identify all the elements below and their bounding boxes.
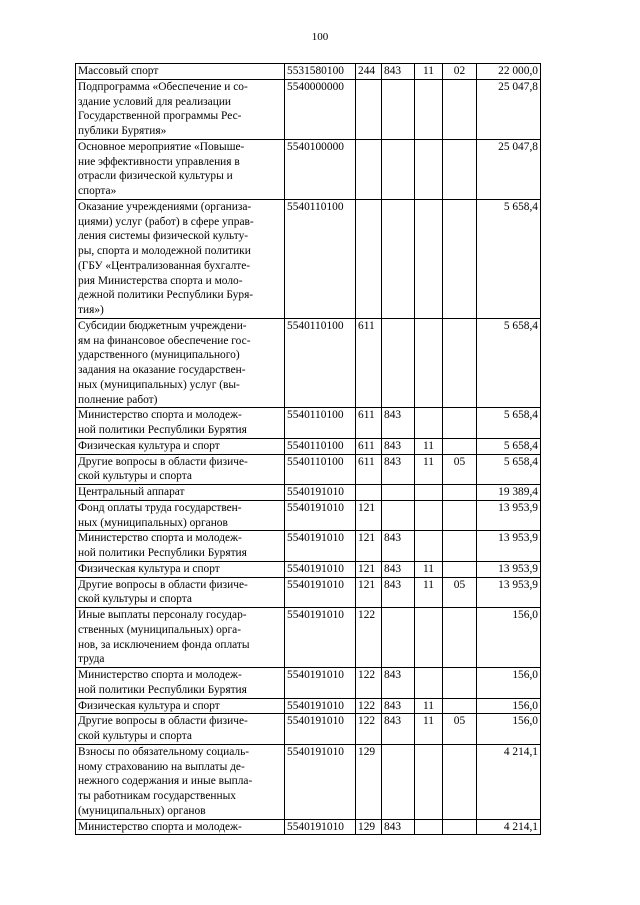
row-name-line: (ГБУ «Централизованная бухгалте-: [78, 259, 251, 272]
row-name-line: Фонд оплаты труда государствен-: [78, 501, 242, 514]
row-administrator-cell: 843: [382, 577, 415, 608]
row-expense-type-cell: 611: [356, 408, 382, 439]
row-administrator-cell: 843: [382, 454, 415, 485]
row-expense-type-cell: [356, 139, 382, 199]
row-name-cell: [76, 608, 285, 668]
row-section-cell: [415, 668, 443, 699]
row-name-line: отрасли физической культуры и: [78, 170, 233, 183]
row-administrator-cell: 843: [382, 438, 415, 454]
row-section-cell: [415, 199, 443, 318]
row-expense-type-cell: 122: [356, 698, 382, 714]
row-subsection-cell: [443, 199, 477, 318]
row-administrator-cell: 843: [382, 668, 415, 699]
row-name-line: Министерство спорта и молодеж-: [78, 669, 242, 681]
table-row: [76, 79, 541, 139]
row-code-cell: 5540110100: [285, 454, 356, 485]
row-name-cell: [76, 500, 285, 531]
row-name-line: задания на оказание государствен-: [78, 364, 246, 376]
row-amount-cell: 5 658,4: [477, 438, 541, 454]
row-subsection-cell: 05: [443, 714, 477, 745]
row-name-line: Иные выплаты персоналу государ-: [78, 609, 247, 621]
row-amount-cell: 156,0: [477, 714, 541, 745]
row-subsection-cell: [443, 318, 477, 408]
row-name-line: ной политики Республики Бурятия: [78, 424, 247, 436]
row-name-cell: [76, 531, 285, 562]
row-name-line: ской культуры и спорта: [78, 470, 192, 483]
table-row: [76, 608, 541, 668]
row-name-line: Основное мероприятие «Повыше-: [78, 140, 245, 153]
row-expense-type-cell: 611: [356, 318, 382, 408]
row-name-line: спорта»: [78, 185, 117, 197]
row-name-line: нов, за исключением фонда оплаты: [78, 638, 250, 651]
table-row: [76, 819, 541, 835]
page-number: 100: [311, 31, 329, 43]
row-subsection-cell: [443, 408, 477, 439]
row-name-cell: [76, 438, 285, 454]
row-expense-type-cell: 121: [356, 500, 382, 531]
row-name-cell: [76, 561, 285, 577]
row-administrator-cell: [382, 79, 415, 139]
row-amount-cell: 19 389,4: [477, 485, 541, 501]
row-name-line: Центральный аппарат: [78, 486, 185, 498]
row-subsection-cell: 02: [443, 64, 477, 80]
row-section-cell: [415, 139, 443, 199]
row-code-cell: 5540191010: [285, 744, 356, 819]
row-expense-type-cell: 121: [356, 561, 382, 577]
row-name-line: ной политики Республики Бурятия: [78, 547, 247, 559]
table-row: [76, 139, 541, 199]
row-code-cell: 5540110100: [285, 408, 356, 439]
row-amount-cell: 13 953,9: [477, 500, 541, 531]
row-code-cell: 5531580100: [285, 64, 356, 80]
table-row: [76, 577, 541, 608]
row-name-cell: [76, 318, 285, 408]
row-subsection-cell: [443, 500, 477, 531]
row-code-cell: 5540100000: [285, 139, 356, 199]
row-name-line: ние эффективности управления в: [78, 155, 240, 168]
row-section-cell: [415, 79, 443, 139]
row-amount-cell: 5 658,4: [477, 318, 541, 408]
row-administrator-cell: [382, 744, 415, 819]
row-amount-cell: 4 214,1: [477, 744, 541, 819]
row-subsection-cell: [443, 819, 477, 835]
row-expense-type-cell: 611: [356, 438, 382, 454]
row-code-cell: 5540191010: [285, 577, 356, 608]
row-name-line: ям на финансовое обеспечение гос-: [78, 334, 251, 347]
table-row: [76, 744, 541, 819]
row-name-line: рия Министерства спорта и моло-: [78, 274, 243, 287]
row-expense-type-cell: 244: [356, 64, 382, 80]
row-expense-type-cell: [356, 79, 382, 139]
row-name-line: ления системы физической культу-: [78, 230, 249, 243]
row-administrator-cell: [382, 485, 415, 501]
row-amount-cell: 156,0: [477, 608, 541, 668]
row-name-cell: [76, 744, 285, 819]
row-subsection-cell: [443, 668, 477, 699]
row-name-line: ты работникам государственных: [78, 790, 236, 802]
row-name-line: Министерство спорта и молодеж-: [78, 820, 242, 833]
row-name-line: труда: [78, 653, 105, 666]
row-name-line: здание условий для реализации: [78, 95, 232, 108]
row-amount-cell: 25 047,8: [477, 79, 541, 139]
budget-table-body: [76, 64, 541, 835]
row-code-cell: 5540110100: [285, 438, 356, 454]
row-subsection-cell: [443, 438, 477, 454]
row-code-cell: 5540191010: [285, 819, 356, 835]
row-subsection-cell: [443, 561, 477, 577]
row-administrator-cell: 843: [382, 561, 415, 577]
row-section-cell: [415, 408, 443, 439]
table-row: [76, 668, 541, 699]
row-amount-cell: 156,0: [477, 698, 541, 714]
row-name-cell: [76, 577, 285, 608]
row-code-cell: 5540191010: [285, 668, 356, 699]
table-row: [76, 714, 541, 745]
row-section-cell: [415, 318, 443, 408]
row-amount-cell: 25 047,8: [477, 139, 541, 199]
row-amount-cell: 5 658,4: [477, 199, 541, 318]
row-name-line: тия»): [78, 304, 104, 316]
row-subsection-cell: [443, 485, 477, 501]
row-amount-cell: 156,0: [477, 668, 541, 699]
row-section-cell: 11: [415, 454, 443, 485]
row-name-line: (муниципальных) органов: [78, 804, 206, 817]
row-section-cell: [415, 744, 443, 819]
row-code-cell: 5540191010: [285, 561, 356, 577]
row-section-cell: [415, 608, 443, 668]
row-section-cell: [415, 531, 443, 562]
row-name-line: Взносы по обязательному социаль-: [78, 745, 250, 758]
row-name-cell: [76, 485, 285, 501]
row-name-line: публики Бурятия»: [78, 125, 167, 137]
row-subsection-cell: [443, 744, 477, 819]
row-section-cell: [415, 485, 443, 501]
row-expense-type-cell: 129: [356, 744, 382, 819]
row-administrator-cell: [382, 608, 415, 668]
row-name-line: Оказание учреждениями (организа-: [78, 200, 252, 213]
row-section-cell: 11: [415, 438, 443, 454]
row-expense-type-cell: [356, 199, 382, 318]
row-name-line: Другие вопросы в области физиче-: [78, 455, 248, 468]
row-section-cell: [415, 819, 443, 835]
row-section-cell: [415, 500, 443, 531]
table-row: [76, 561, 541, 577]
row-subsection-cell: [443, 139, 477, 199]
row-name-line: Массовый спорт: [78, 65, 159, 77]
row-name-cell: [76, 714, 285, 745]
table-row: [76, 438, 541, 454]
row-subsection-cell: 05: [443, 454, 477, 485]
row-name-line: ской культуры и спорта: [78, 730, 192, 742]
row-expense-type-cell: 122: [356, 668, 382, 699]
row-name-cell: [76, 819, 285, 835]
row-name-line: дежной политики Республики Буря-: [78, 289, 254, 302]
table-row: [76, 454, 541, 485]
row-name-line: Министерство спорта и молодеж-: [78, 409, 242, 422]
row-administrator-cell: 843: [382, 64, 415, 80]
row-administrator-cell: [382, 139, 415, 199]
row-amount-cell: 5 658,4: [477, 408, 541, 439]
row-administrator-cell: 843: [382, 531, 415, 562]
row-expense-type-cell: 122: [356, 714, 382, 745]
row-amount-cell: 4 214,1: [477, 819, 541, 835]
row-amount-cell: 13 953,9: [477, 531, 541, 562]
row-name-cell: [76, 408, 285, 439]
row-expense-type-cell: 121: [356, 531, 382, 562]
row-administrator-cell: [382, 199, 415, 318]
row-expense-type-cell: 611: [356, 454, 382, 485]
row-name-cell: [76, 139, 285, 199]
row-section-cell: 11: [415, 714, 443, 745]
row-amount-cell: 22 000,0: [477, 64, 541, 80]
row-name-line: нежного содержания и иные выпла-: [78, 775, 253, 788]
row-amount-cell: 13 953,9: [477, 561, 541, 577]
row-name-line: ры, спорта и молодежной политики: [78, 245, 251, 257]
row-name-line: полнение работ): [78, 393, 158, 406]
row-code-cell: 5540191010: [285, 500, 356, 531]
row-name-cell: [76, 454, 285, 485]
row-name-line: ударственного (муниципального): [78, 349, 240, 362]
row-administrator-cell: 843: [382, 819, 415, 835]
row-name-line: Подпрограмма «Обеспечение и со-: [78, 80, 248, 93]
row-code-cell: 5540191010: [285, 608, 356, 668]
row-name-line: Государственной программы Рес-: [78, 110, 242, 123]
row-name-cell: [76, 698, 285, 714]
row-subsection-cell: [443, 531, 477, 562]
row-subsection-cell: [443, 608, 477, 668]
row-expense-type-cell: 129: [356, 819, 382, 835]
table-row: [76, 64, 541, 80]
row-name-line: ской культуры и спорта: [78, 593, 192, 606]
table-row: [76, 500, 541, 531]
row-code-cell: 5540191010: [285, 485, 356, 501]
row-administrator-cell: [382, 318, 415, 408]
row-name-line: Другие вопросы в области физиче-: [78, 715, 248, 728]
table-row: [76, 318, 541, 408]
table-row: [76, 199, 541, 318]
row-amount-cell: 13 953,9: [477, 577, 541, 608]
row-section-cell: 11: [415, 561, 443, 577]
row-name-line: Физическая культура и спорт: [78, 562, 220, 575]
row-subsection-cell: [443, 698, 477, 714]
row-code-cell: 5540110100: [285, 199, 356, 318]
row-expense-type-cell: 121: [356, 577, 382, 608]
row-name-line: ных (муниципальных) органов: [78, 516, 228, 529]
row-name-line: ному страхованию на выплаты де-: [78, 760, 245, 773]
row-code-cell: 5540191010: [285, 698, 356, 714]
row-name-cell: [76, 668, 285, 699]
row-code-cell: 5540110100: [285, 318, 356, 408]
table-row: [76, 698, 541, 714]
row-name-line: Физическая культура и спорт: [78, 439, 220, 452]
table-row: [76, 408, 541, 439]
row-name-line: циями) услуг (работ) в сфере управ-: [78, 215, 254, 228]
table-row: [76, 485, 541, 501]
row-name-line: Физическая культура и спорт: [78, 699, 220, 712]
row-section-cell: 11: [415, 64, 443, 80]
row-administrator-cell: 843: [382, 408, 415, 439]
row-name-cell: [76, 199, 285, 318]
row-section-cell: 11: [415, 577, 443, 608]
row-subsection-cell: [443, 79, 477, 139]
row-name-line: Другие вопросы в области физиче-: [78, 578, 248, 591]
row-administrator-cell: 843: [382, 714, 415, 745]
row-name-cell: [76, 64, 285, 80]
row-section-cell: 11: [415, 698, 443, 714]
row-name-line: Субсидии бюджетным учреждени-: [78, 319, 247, 332]
row-expense-type-cell: 122: [356, 608, 382, 668]
row-name-line: ных (муниципальных) услуг (вы-: [78, 378, 240, 391]
table-row: [76, 531, 541, 562]
row-administrator-cell: 843: [382, 698, 415, 714]
row-administrator-cell: [382, 500, 415, 531]
row-name-cell: [76, 79, 285, 139]
row-code-cell: 5540191010: [285, 531, 356, 562]
row-amount-cell: 5 658,4: [477, 454, 541, 485]
row-code-cell: 5540191010: [285, 714, 356, 745]
row-expense-type-cell: [356, 485, 382, 501]
row-name-line: Министерство спорта и молодеж-: [78, 532, 242, 545]
row-name-line: ной политики Республики Бурятия: [78, 683, 247, 696]
row-code-cell: 5540000000: [285, 79, 356, 139]
budget-table: [75, 63, 541, 835]
row-subsection-cell: 05: [443, 577, 477, 608]
row-name-line: ственных (муниципальных) орга-: [78, 623, 241, 636]
